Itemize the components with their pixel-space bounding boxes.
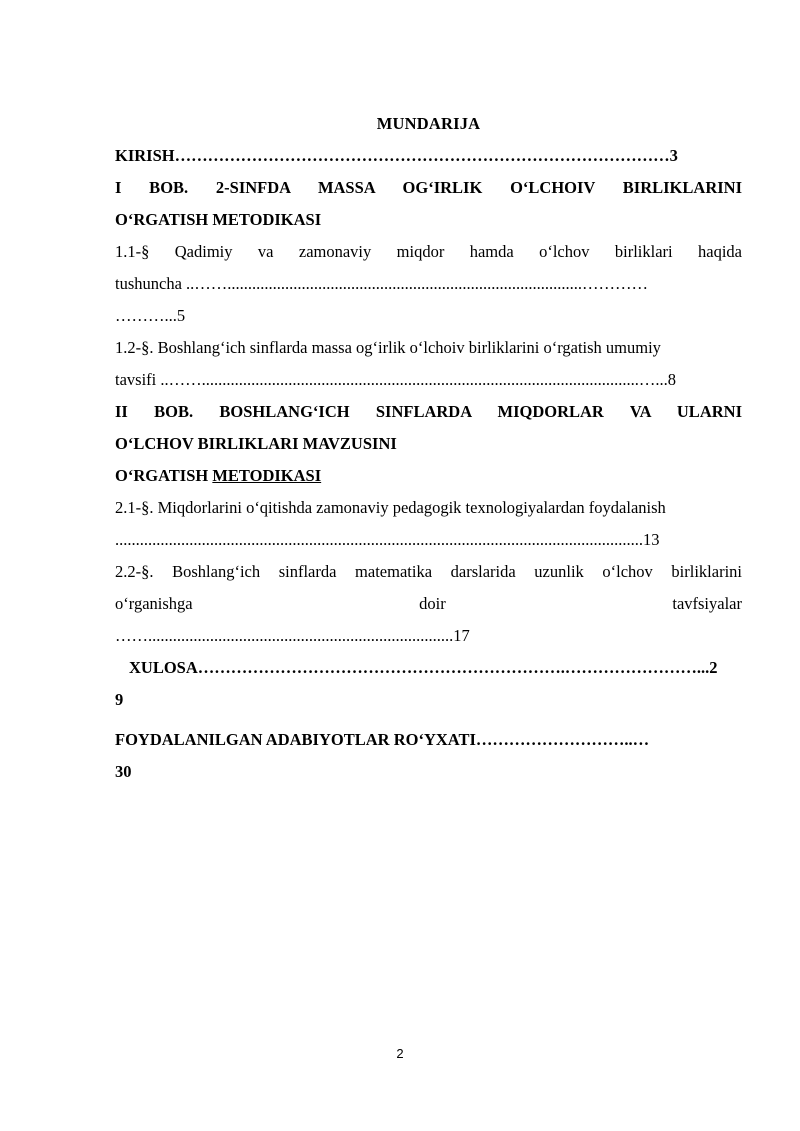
toc-entry-section-2-2-line-2: o‘rganishga doir tavfsiyalar [115,594,742,613]
toc-entry-section-1-1-line-2: tushuncha ..……......................................................................................………… [115,274,649,293]
toc-entry-chapter-1-line-1: I BOB. 2-SINFDA MASSA OG‘IRLIK O‘LCHOIV BIRLIKLARINI [115,178,742,197]
toc-entry-kirish: KIRISH………………………………………………………………………………3 [115,146,678,165]
toc-entry-section-1-2-line-1: 1.2-§. Boshlang‘ich sinflarda massa og‘irlik o‘lchoiv birliklarini o‘rgatish umumiy [115,338,661,357]
spacer [115,716,742,724]
toc-entry-section-2-1-line-1: 2.1-§. Miqdorlarini o‘qitishda zamonaviy pedagogik texnologiyalardan foydalanish [115,498,666,517]
toc-entry-section-2-2-line-3: ……..........................................................................17 [115,626,470,645]
toc-entry-section-1-1-line-3: ………...5 [115,306,186,325]
toc-entry-section-2-2-line-1: 2.2-§. Boshlang‘ich sinflarda matematika darslarida uzunlik o‘lchov birliklarini [115,562,742,581]
toc-entry-chapter-2-line-2: O‘LCHOV BIRLIKLARI MAVZUSINI [115,434,397,453]
table-of-contents [115,108,742,788]
toc-entry-section-1-2-line-2: tavsifi ..……..........................................................................................................…...8 [115,370,676,389]
toc-entry-chapter-2-line-3 [115,460,742,492]
toc-entry-section-1-1-line-1: 1.1-§ Qadimiy va zamonaviy miqdor hamda o‘lchov birliklari haqida [115,242,742,261]
toc-entry-chapter-1-line-2: O‘RGATISH METODIKASI [115,210,322,229]
page-number: 2 [396,1046,404,1061]
toc-entry-references-line-1: FOYDALANILGAN ADABIYOTLAR RO‘YXATI………………………..… [115,730,650,749]
toc-entry-chapter-2-line-1: II BOB. BOSHLANG‘ICH SINFLARDA MIQDORLAR VA ULARNI [115,402,742,421]
toc-entry-xulosa-line-2: 9 [115,690,124,709]
toc-entry-references-line-2: 30 [115,762,132,781]
page-title: MUNDARIJA [376,114,481,133]
toc-entry-chapter-2-line-3-underlined: METODIKASI [212,466,322,485]
toc-entry-chapter-2-line-3-prefix: O‘RGATISH [115,466,213,485]
toc-entry-section-2-1-line-2: ................................................................................................................................13 [115,530,660,549]
toc-entry-xulosa-line-1: XULOSA………………………………………………………….……………………...2 [129,658,718,677]
